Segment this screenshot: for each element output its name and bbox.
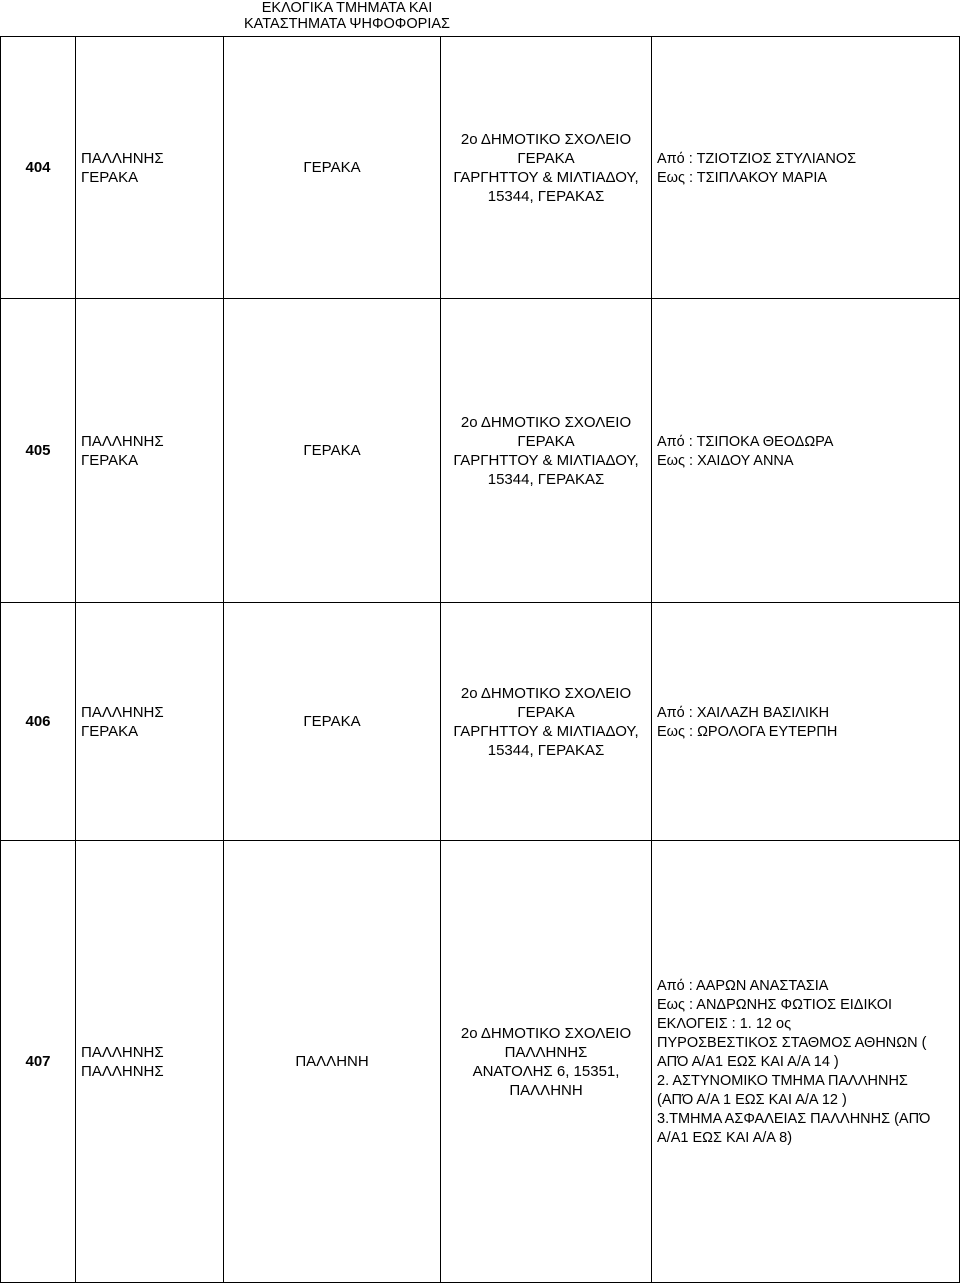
header-line-2: ΚΑΤΑΣΤΗΜΑΤΑ ΨΗΦΟΦΟΡΙΑΣ bbox=[244, 16, 450, 32]
school-line: 2ο ΔΗΜΟΤΙΚΟ ΣΧΟΛΕΙΟ bbox=[460, 1024, 632, 1042]
municipality-cell bbox=[76, 37, 224, 299]
section-number: 405 bbox=[1, 299, 76, 603]
school-line: ΠΑΛΛΗΝΗΣ bbox=[504, 1043, 588, 1061]
school-line: 2ο ΔΗΜΟΤΙΚΟ ΣΧΟΛΕΙΟ bbox=[460, 130, 632, 148]
table-row bbox=[1, 299, 960, 603]
voter-range-text: Από : ΤΣΙΠΟΚΑ ΘΕΟΔΩΡΑ Εως : ΧΑΙΔΟΥ ΑΝΝΑ bbox=[657, 433, 834, 469]
school-line: ΠΑΛΛΗΝΗ bbox=[509, 1081, 583, 1099]
municipality-line: ΓΕΡΑΚΑ bbox=[81, 722, 139, 740]
school-cell bbox=[441, 299, 652, 603]
table-row bbox=[1, 37, 960, 299]
table-row bbox=[1, 603, 960, 841]
municipality-line: ΠΑΛΛΗΝΗΣ bbox=[81, 149, 164, 167]
school-line: ΓΕΡΑΚΑ bbox=[517, 703, 575, 721]
section-number: 406 bbox=[1, 603, 76, 841]
municipality-line: ΓΕΡΑΚΑ bbox=[81, 451, 139, 469]
school-line: 15344, ΓΕΡΑΚΑΣ bbox=[487, 187, 605, 205]
municipality-line: ΠΑΛΛΗΝΗΣ bbox=[81, 1043, 164, 1061]
voter-range-cell bbox=[652, 37, 960, 299]
section-number: 407 bbox=[1, 841, 76, 1283]
school-line: ΓΕΡΑΚΑ bbox=[517, 432, 575, 450]
school-cell bbox=[441, 841, 652, 1283]
place-cell: ΠΑΛΛΗΝΗ bbox=[224, 841, 441, 1283]
voter-range-cell bbox=[652, 603, 960, 841]
school-line: 15344, ΓΕΡΑΚΑΣ bbox=[487, 741, 605, 759]
school-line: ΑΝΑΤΟΛΗΣ 6, 15351, bbox=[472, 1062, 620, 1080]
school-line: ΓΑΡΓΗΤΤΟΥ & ΜΙΛΤΙΑΔΟΥ, bbox=[453, 451, 639, 469]
place-cell: ΓΕΡΑΚΑ bbox=[224, 603, 441, 841]
school-line: 2ο ΔΗΜΟΤΙΚΟ ΣΧΟΛΕΙΟ bbox=[460, 413, 632, 431]
school-line: 15344, ΓΕΡΑΚΑΣ bbox=[487, 470, 605, 488]
voter-range-cell bbox=[652, 299, 960, 603]
polling-sections-table bbox=[0, 36, 960, 1283]
municipality-line: ΠΑΛΛΗΝΗΣ bbox=[81, 1062, 164, 1080]
school-line: ΓΑΡΓΗΤΤΟΥ & ΜΙΛΤΙΑΔΟΥ, bbox=[453, 722, 639, 740]
voter-range-text: Από : ΑΑΡΩΝ ΑΝΑΣΤΑΣΙΑ Εως : ΑΝΔΡΩΝΗΣ ΦΩΤΙΟΣ ΕΙΔΙΚΟΙ ΕΚΛΟΓΕΙΣ : 1. 12 ος ΠΥΡΟΣΒΕΣΤΙΚΟΣ ΣΤΑΘΜΟΣ ΑΘΗΝΩΝ ( ΑΠΌ Α/Α1 ΕΩΣ ΚΑΙ Α/Α 14 ) 2. ΑΣΤΥΝΟΜΙΚΟ ΤΜΗΜΑ ΠΑΛΛΗΝΗΣ (ΑΠΌ Α/Α 1 ΕΩΣ ΚΑΙ Α/Α 12 ) 3.ΤΜΗΜΑ ΑΣΦΑΛΕΙΑΣ ΠΑΛΛΗΝΗΣ (ΑΠΌ Α/Α1 ΕΩΣ ΚΑΙ Α/Α 8) bbox=[657, 978, 931, 1146]
voter-range-cell bbox=[652, 841, 960, 1283]
school-cell bbox=[441, 37, 652, 299]
section-number: 404 bbox=[1, 37, 76, 299]
municipality-line: ΠΑΛΛΗΝΗΣ bbox=[81, 432, 164, 450]
school-cell bbox=[441, 603, 652, 841]
place-cell: ΓΕΡΑΚΑ bbox=[224, 37, 441, 299]
table-row bbox=[1, 841, 960, 1283]
municipality-cell bbox=[76, 299, 224, 603]
school-line: ΓΕΡΑΚΑ bbox=[517, 149, 575, 167]
school-line: ΓΑΡΓΗΤΤΟΥ & ΜΙΛΤΙΑΔΟΥ, bbox=[453, 168, 639, 186]
municipality-cell bbox=[76, 603, 224, 841]
municipality-line: ΓΕΡΑΚΑ bbox=[81, 168, 139, 186]
municipality-cell bbox=[76, 841, 224, 1283]
place-cell: ΓΕΡΑΚΑ bbox=[224, 299, 441, 603]
municipality-line: ΠΑΛΛΗΝΗΣ bbox=[81, 703, 164, 721]
header-line-1: ΕΚΛΟΓΙΚΑ ΤΜΗΜΑΤΑ ΚΑΙ bbox=[261, 0, 433, 16]
school-line: 2ο ΔΗΜΟΤΙΚΟ ΣΧΟΛΕΙΟ bbox=[460, 684, 632, 702]
document-header bbox=[232, 0, 462, 32]
voter-range-text: Από : ΧΑΙΛΑΖΗ ΒΑΣΙΛΙΚΗ Εως : ΩΡΟΛΟΓΑ ΕΥΤΕΡΠΗ bbox=[657, 704, 838, 740]
voter-range-text: Από : ΤΖΙΟΤΖΙΟΣ ΣΤΥΛΙΑΝΟΣ Εως : ΤΣΙΠΛΑΚΟΥ ΜΑΡΙΑ bbox=[657, 150, 857, 186]
